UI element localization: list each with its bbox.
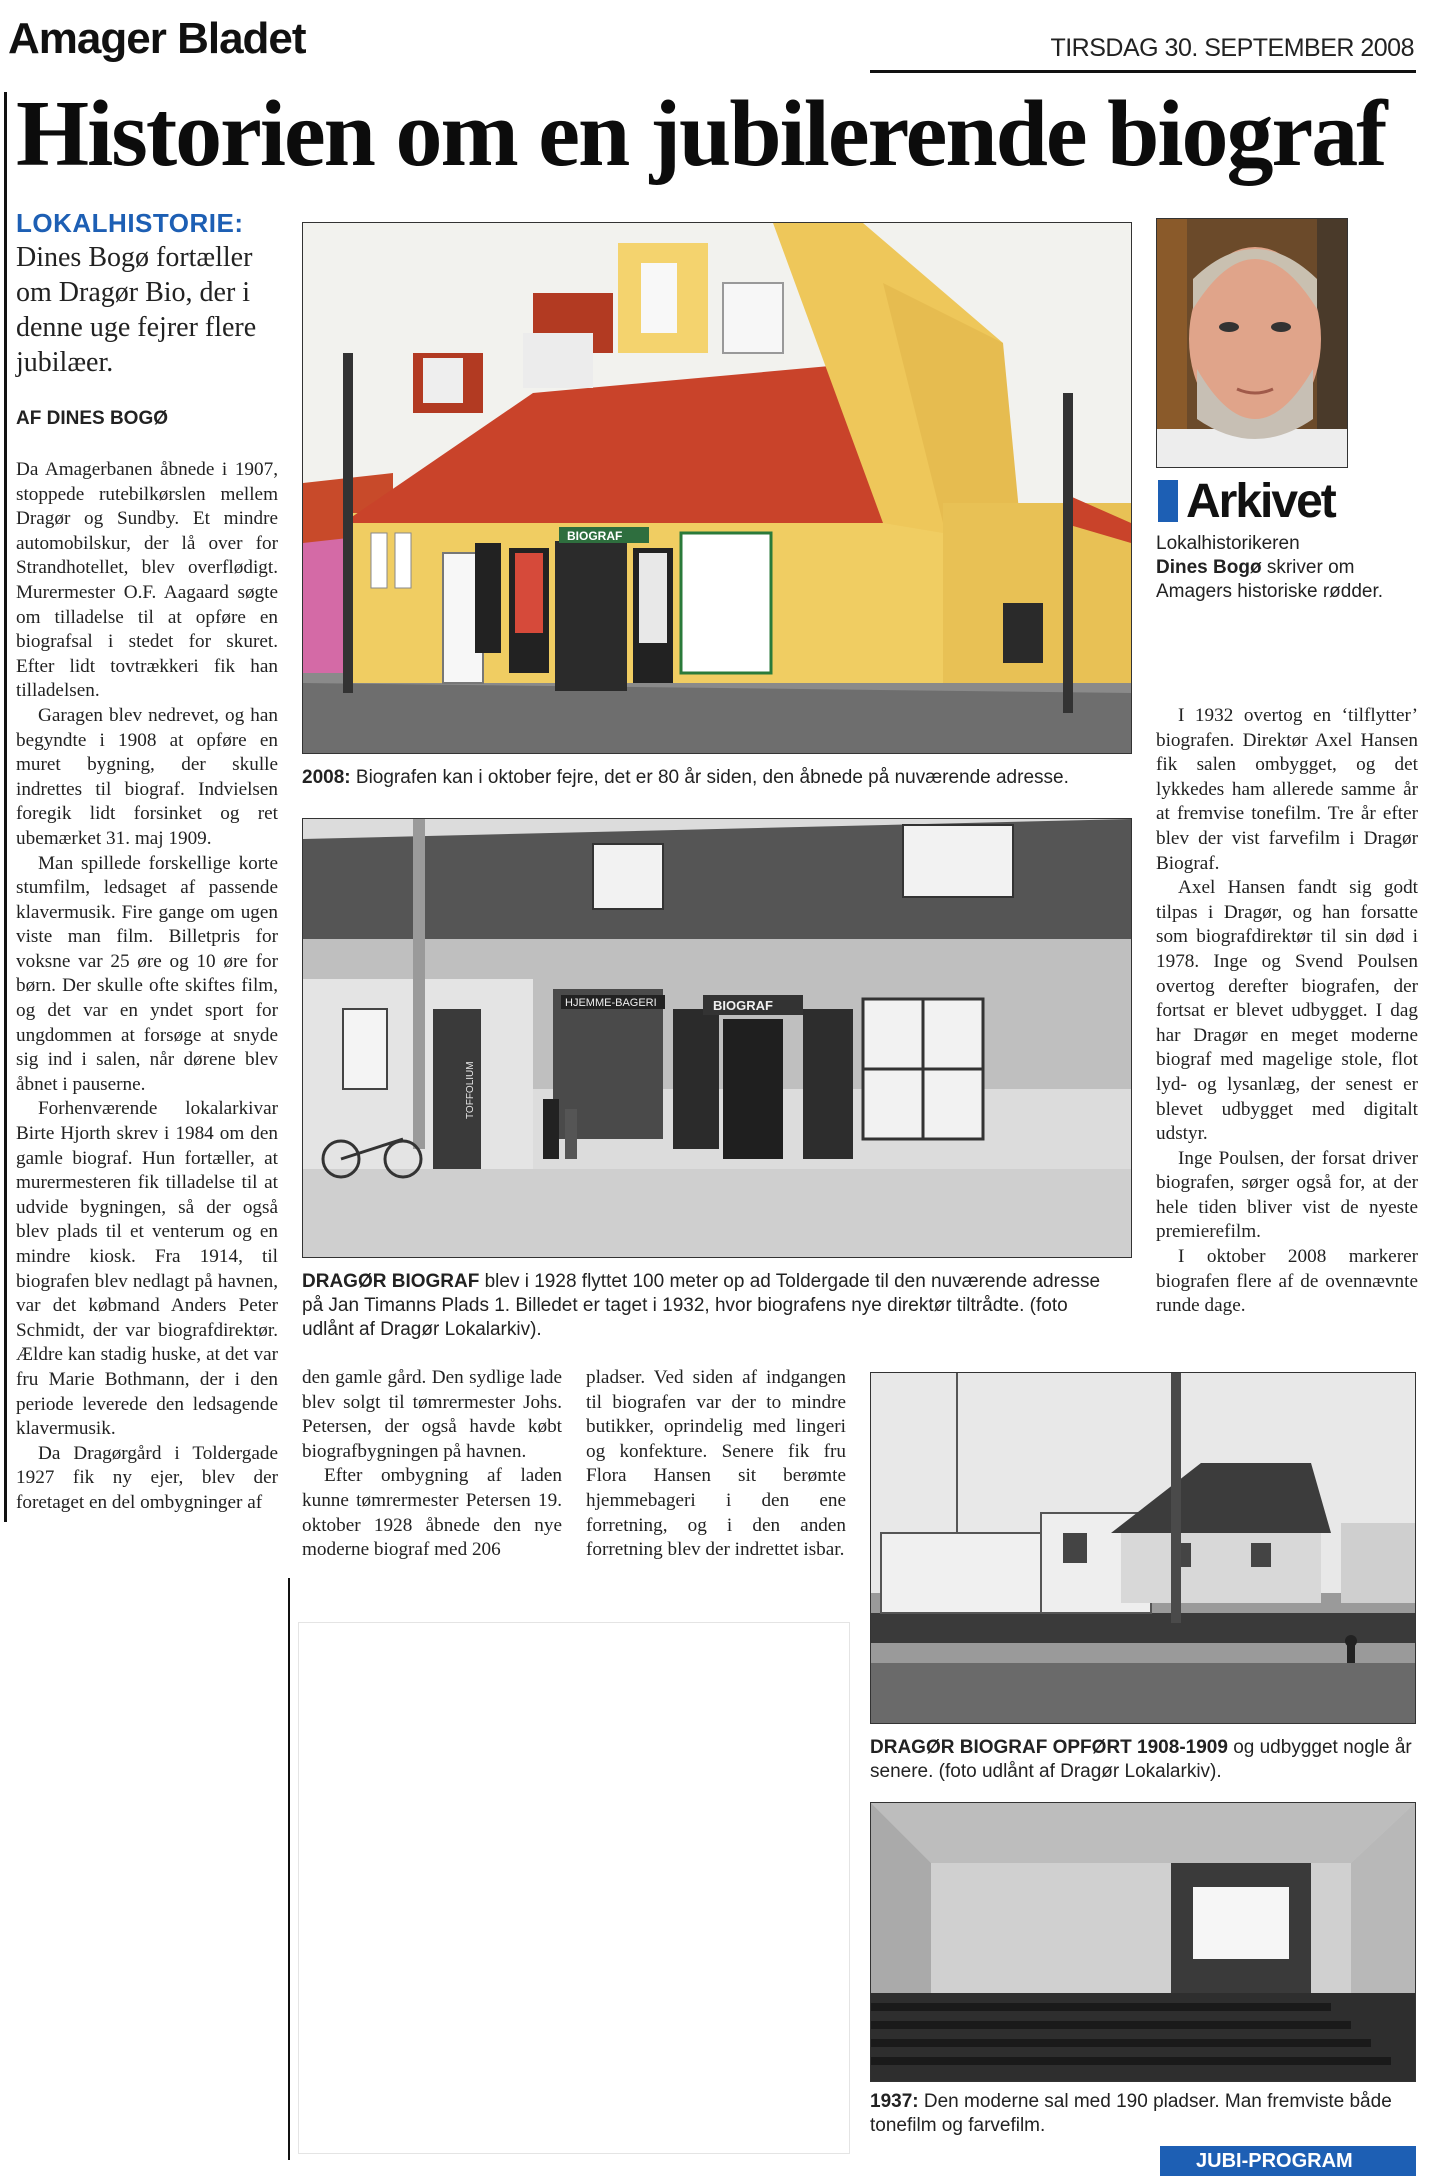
byline: AF DINES BOGØ <box>16 408 169 429</box>
cinema-1932-illustration <box>303 819 1131 1257</box>
photo1-caption-text: Biografen kan i oktober fejre, det er 80 år siden, den åbnede på nuværende adresse. <box>355 767 1069 788</box>
paragraph: pladser. Ved siden af indgangen til biografen var der to mindre butikker, oprindelig med lingeri og konfekture. Senere fik fru Flora Hansen sit berømte hjemmebageri i den ene forretning, og i den anden forretning blev der indrettet isbar. <box>586 1367 846 1561</box>
photo-cinema-harbour <box>870 1372 1416 1724</box>
auditorium-illustration <box>871 1803 1415 2081</box>
arkivet-line2: skriver om Amagers historiske rødder. <box>1156 557 1384 602</box>
arkivet-line1: Lokalhistorikeren <box>1156 533 1300 554</box>
paragraph: Forhenværende lokalarkivar Birte Hjorth skrev i 1984 om den gamle biograf. Hun fortæller, at murermesteren fik tilladelse til at udvide bygningen, så der også blev plads til et venterum og en mindre kiosk. Fra 1914, til biografen blev nedlagt på havnen, var det købmand Anders Peter Schmidt, der var biografdirektør. Ældre kan stadig huske, at det var fru Marie Bothmann, der i den periode leverede den ledsagende klavermusik. <box>16 1098 278 1440</box>
arkivet-title: Arkivet <box>1186 475 1335 528</box>
kicker: LOKALHISTORIE: <box>16 208 244 238</box>
photo3-caption-lead: DRAGØR BIOGRAF OPFØRT 1908-1909 <box>870 1737 1228 1758</box>
paper-masthead: Amager Bladet <box>8 14 306 63</box>
paragraph: I oktober 2008 markerer biografen flere af de ovennævnte runde dage. <box>1156 1246 1418 1317</box>
photo3-caption-text: og udbygget nogle år senere. (foto udlånt af Dragør Lokalarkiv). <box>870 1737 1412 1782</box>
photo-cinema-1932 <box>302 818 1132 1258</box>
harbour-illustration <box>871 1373 1415 1723</box>
photo-cinema-2008 <box>302 222 1132 754</box>
portrait-illustration <box>1157 219 1347 467</box>
photo3-caption <box>870 1736 1414 1784</box>
paragraph: I 1932 overtog en ‘tilflytter’ biografen. Direktør Axel Hansen fik salen ombygget, og det lykkedes ham allerede samme år at fremvise tonefilm. Tre år efter blev der vist farvefilm i Dragør Biograf. <box>1156 705 1418 874</box>
photo2-caption-text: blev i 1928 flyttet 100 meter op ad Toldergade til den nuværende adresse på Jan Timanns Plads 1. Billedet er taget i 1932, hvor biografens nye direktør tiltrådte. (foto udlånt af Dragør Lokalarkiv). <box>302 1271 1101 1340</box>
paragraph: Garagen blev nedrevet, og han begyndte i 1908 at opføre en muret bygning, der skulle indrettes til biograf. Indvielsen foregik lidt forsinket og ret ubemærket 31. maj 1909. <box>16 704 278 849</box>
bottom-program-banner: JUBI-PROGRAM <box>1160 2146 1416 2176</box>
photo1-caption <box>302 766 1130 790</box>
article-column-4 <box>1156 704 1418 1319</box>
left-column-rule <box>4 92 7 1522</box>
arkivet-description <box>1156 532 1416 604</box>
photo2-vertical-sign: TOFFOLIUM <box>465 1061 476 1119</box>
article-column-3 <box>586 1366 846 1563</box>
photo-auditorium-1937 <box>870 1802 1416 2082</box>
paragraph: Da Dragørgård i Toldergade 1927 fik ny ejer, blev der foretaget en del ombygninger af <box>16 1442 278 1513</box>
photo4-caption-lead: 1937: <box>870 2091 919 2112</box>
advertisement-area <box>298 1622 850 2154</box>
intro-text: Dines Bogø fortæller om Dragør Bio, der i denne uge fejrer flere jubilæer. <box>16 242 257 378</box>
paragraph: Efter ombygning af laden kunne tømrermester Petersen 19. oktober 1928 åbnede den nye moderne biograf med 206 <box>302 1465 562 1561</box>
photo1-caption-lead: 2008: <box>302 767 351 788</box>
author-portrait <box>1156 218 1348 468</box>
photo2-caption <box>302 1270 1102 1342</box>
photo2-shop-sign: HJEMME-BAGERI <box>565 997 657 1009</box>
photo2-cinema-sign: BIOGRAF <box>713 998 773 1013</box>
photo2-caption-lead: DRAGØR BIOGRAF <box>302 1271 480 1292</box>
article-column-1 <box>16 458 278 1568</box>
photo1-sign-text: BIOGRAF <box>567 529 623 543</box>
paragraph: Inge Poulsen, der forsat driver biografen, sørger også for, at der hele tiden bliver vist de nyeste premierefilm. <box>1156 1147 1418 1243</box>
photo4-caption <box>870 2090 1414 2138</box>
paragraph: Axel Hansen fandt sig godt tilpas i Dragør, og han forsatte som biografdirektør til sin død i 1978. Inge og Svend Poulsen overtog derefter biografen, der fortsat er blevet udbygget. I dag har Dragør en meget moderne biograf med magelige stole, flot lyd- og lysanlæg, der senest er blevet udbygget med digitalt udstyr. <box>1156 877 1418 1145</box>
header-rule <box>870 70 1416 73</box>
paragraph: Da Amagerbanen åbnede i 1907, stoppede rutebilkørslen mellem Dragør og Sundby. Et mindre automobilskur, der lå over for Strandhotellet, blev overflødigt. Murermester O.F. Aagaard søgte om tilladelse til at opføre en biografsal i stedet for skuret. Efter lidt tovtrækkeri fik han tilladelsen. <box>16 459 278 702</box>
issue-date: TIRSDAG 30. SEPTEMBER 2008 <box>1050 34 1414 62</box>
article-column-2 <box>302 1366 562 1563</box>
paragraph: den gamle gård. Den sydlige lade blev solgt til tømrermester Johs. Petersen, der også havde købt biografbygningen på havnen. <box>302 1367 562 1462</box>
bottom-column-rule <box>288 1578 290 2160</box>
paragraph: Man spillede forskellige korte stumfilm, ledsaget af passende klavermusik. Fire gange om ugen viste man film. Billetpris for voksne var 25 øre og 10 øre for børn. Der skulle ofte skiftes film, og det var en yndet sport for ungdommen at forsøge at snyde sig ind i salen, når dørene blev åbnet i pauserne. <box>16 852 278 1095</box>
cinema-2008-illustration <box>303 223 1131 753</box>
arkivet-author: Dines Bogø <box>1156 557 1262 578</box>
photo4-caption-text: Den moderne sal med 190 pladser. Man fremviste både tonefilm og farvefilm. <box>870 2091 1392 2136</box>
article-headline: Historien om en jubilerende biograf <box>16 82 1386 186</box>
arkivet-accent-bar <box>1158 480 1178 522</box>
